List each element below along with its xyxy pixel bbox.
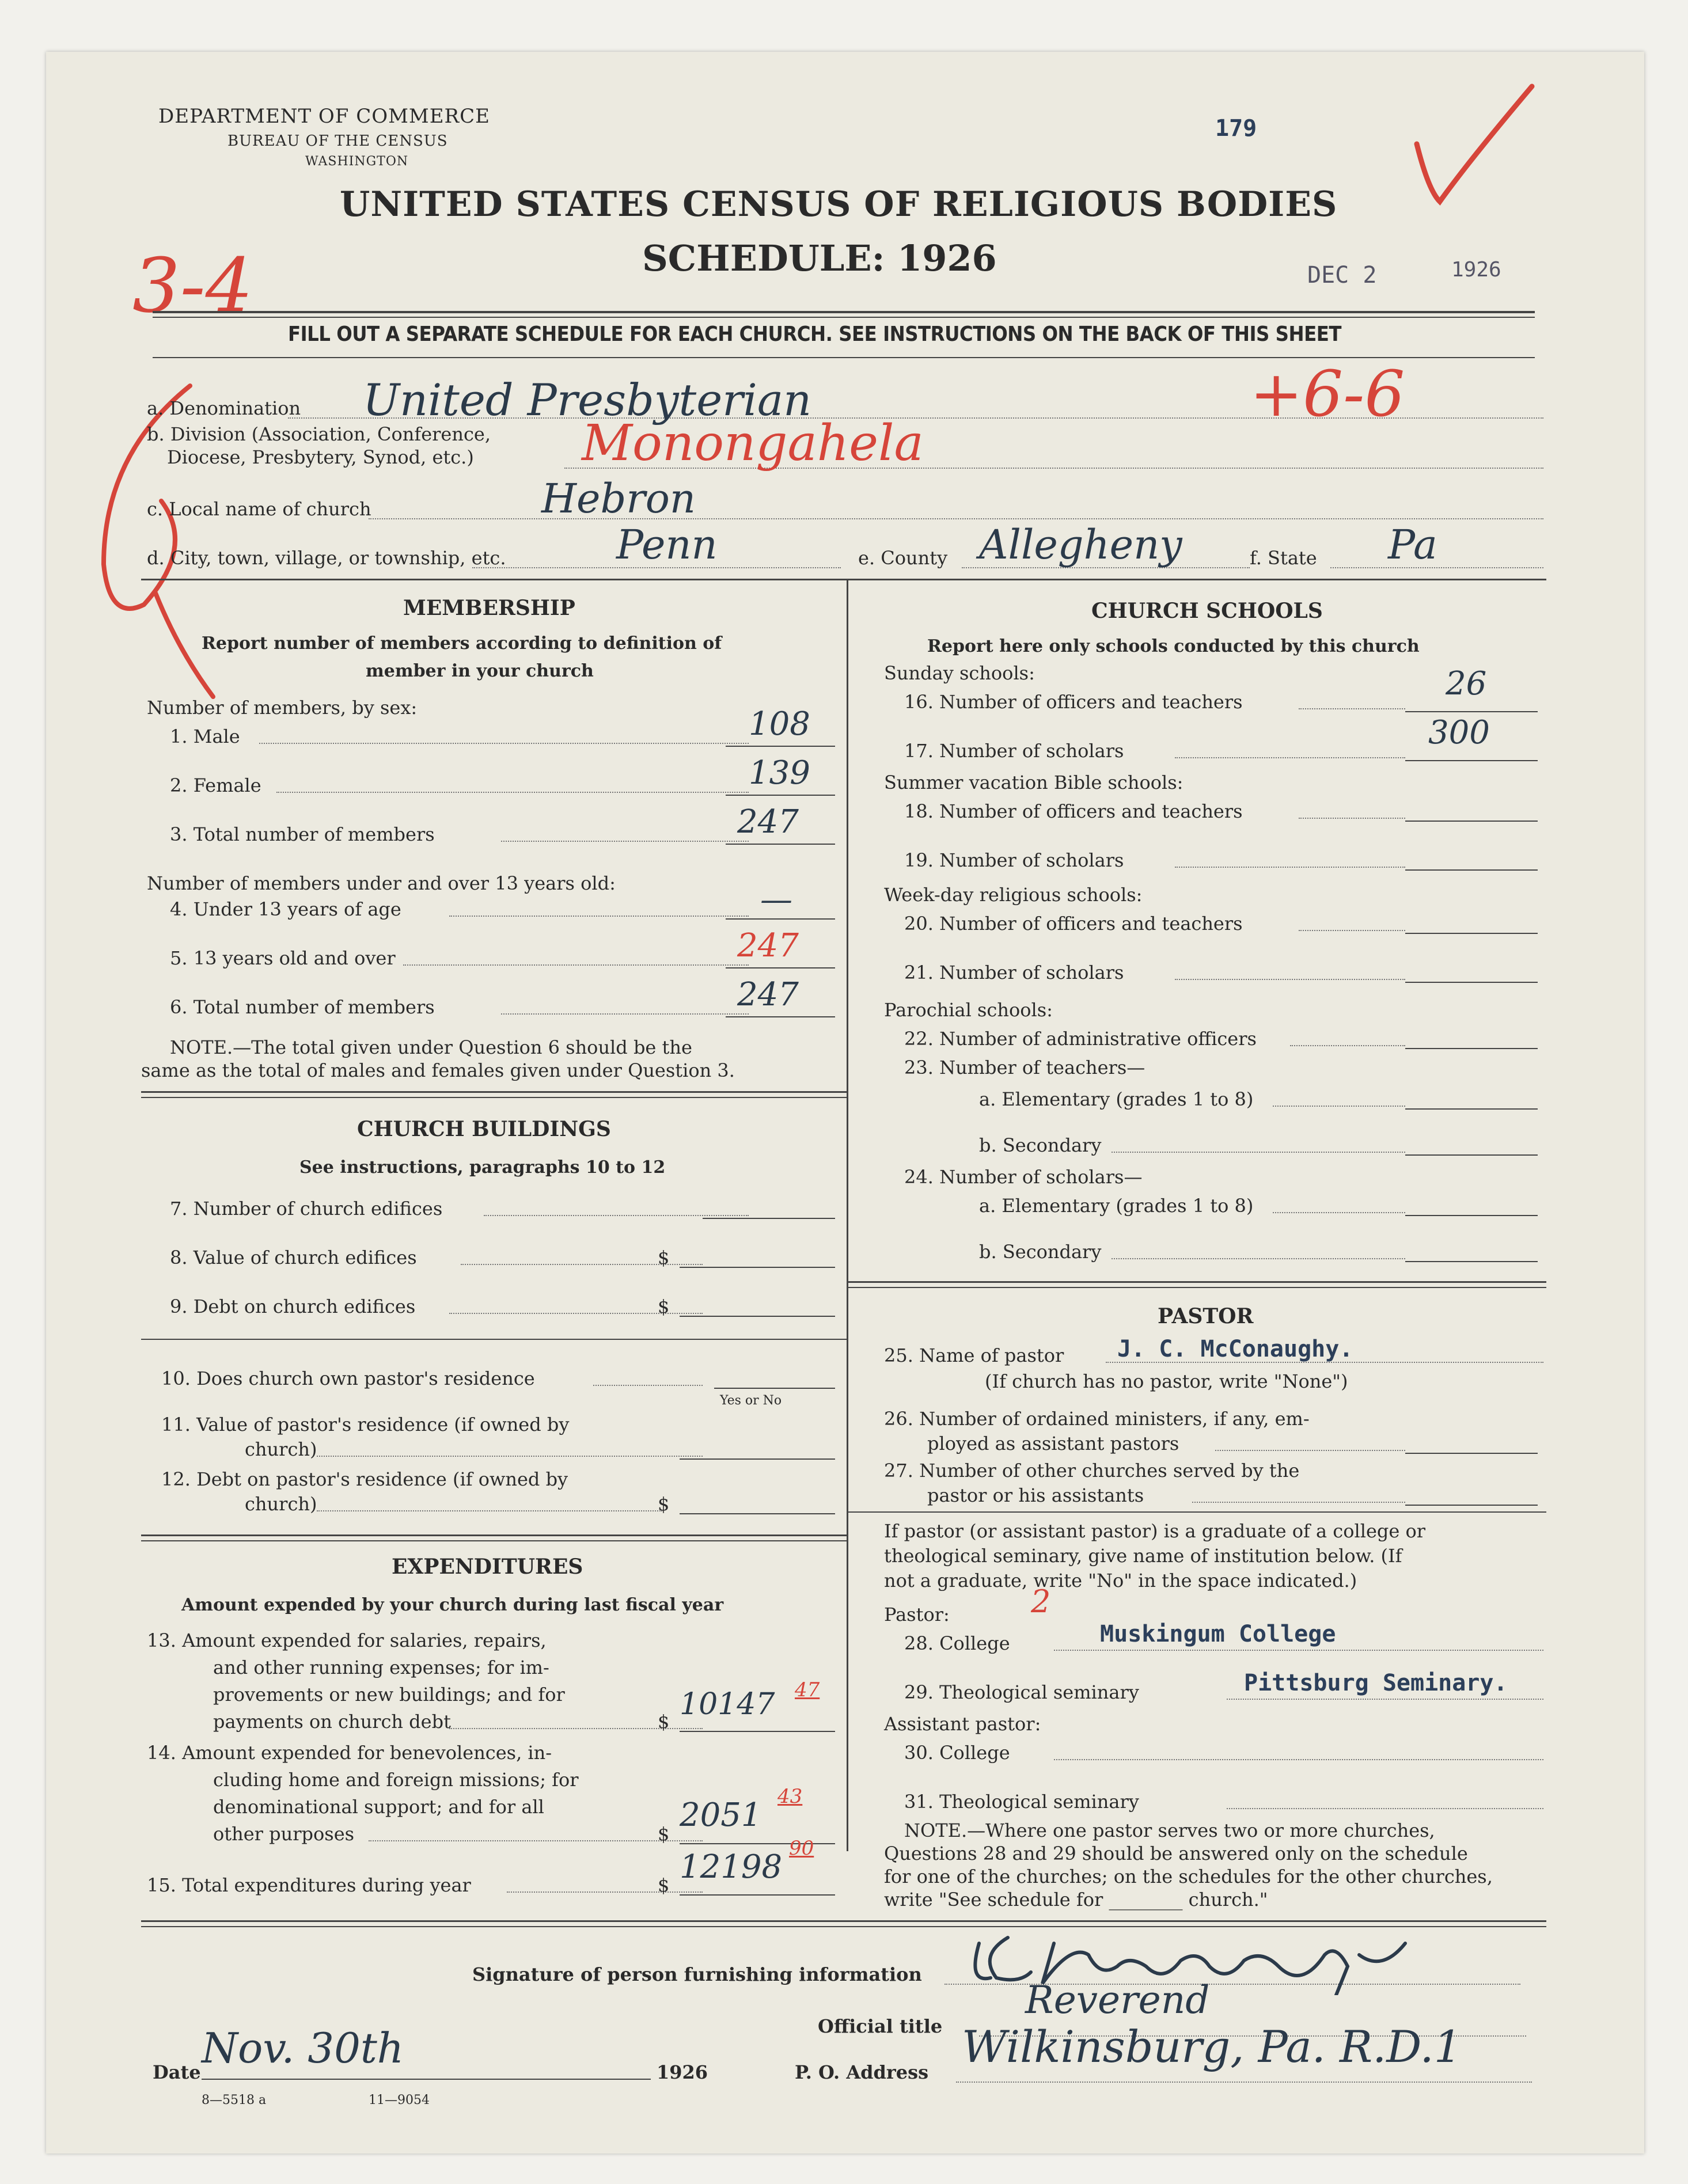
q10-label: 10. Does church own pastor's residence	[161, 1368, 535, 1389]
denomination-label: a. Denomination	[147, 397, 301, 419]
q12-dollar: $	[658, 1493, 670, 1515]
q13-label-a: 13. Amount expended for salaries, repairs,	[147, 1630, 547, 1651]
po-address-value[interactable]: Wilkinsburg, Pa. R.D.1	[962, 2021, 1462, 2072]
q13-label-b: and other running expenses; for im-	[213, 1657, 549, 1678]
q27-rule	[1405, 1505, 1538, 1506]
q12-rule	[680, 1513, 835, 1514]
form-number: 179	[1215, 115, 1257, 142]
schools-sub: Report here only schools conducted by this church	[927, 636, 1420, 656]
q5-13over-value[interactable]: 247	[737, 927, 799, 964]
q20-rule	[1405, 933, 1538, 934]
q13-cents[interactable]: 47	[795, 1678, 820, 1701]
q19-rule	[1405, 869, 1538, 871]
membership-note-2: same as the total of males and females given under Question 3.	[141, 1059, 735, 1081]
q23a-label: a. Elementary (grades 1 to 8)	[979, 1088, 1254, 1110]
q6-total-label: 6. Total number of members	[170, 996, 435, 1018]
census-form-sheet	[46, 52, 1644, 2153]
q8-rule	[680, 1267, 835, 1268]
schools-rule	[847, 1281, 1546, 1283]
local-name-label: c. Local name of church	[147, 498, 371, 520]
q3-rule	[726, 844, 835, 845]
po-address-label: P. O. Address	[795, 2061, 929, 2083]
q30-label: 30. College	[904, 1742, 1010, 1764]
buildings-rule	[141, 1535, 847, 1536]
q14-line	[369, 1840, 703, 1841]
pastor-note-2: Questions 28 and 29 should be answered only on the schedule	[884, 1843, 1468, 1864]
q24a-label: a. Elementary (grades 1 to 8)	[979, 1195, 1254, 1217]
po-address-line	[956, 2082, 1532, 2083]
q14-label-a: 14. Amount expended for benevolences, in-	[147, 1742, 552, 1764]
q13-value[interactable]: 10147	[680, 1687, 775, 1722]
q14-dollar: $	[658, 1823, 670, 1845]
graduate-note-3: not a graduate, write "No" in the space indicated.)	[884, 1570, 1357, 1592]
membership-note-1: NOTE.—The total given under Question 6 should be the	[170, 1036, 692, 1058]
q1-line	[259, 743, 749, 744]
q28-label: 28. College	[904, 1632, 1010, 1654]
q25-note: (If church has no pastor, write "None")	[985, 1370, 1348, 1392]
q26-label-a: 26. Number of ordained ministers, if any, em-	[884, 1408, 1310, 1430]
q2-line	[276, 792, 749, 793]
q5-rule	[726, 967, 835, 968]
header-rule-bottom	[153, 357, 1535, 358]
received-stamp-year: 1926	[1451, 258, 1501, 282]
q12-label-a: 12. Debt on pastor's residence (if owned by	[161, 1468, 568, 1490]
q9-rule	[680, 1316, 835, 1317]
buildings-mid-rule	[141, 1339, 847, 1340]
q15-rule	[680, 1894, 835, 1896]
q24a-rule	[1405, 1215, 1538, 1216]
q6-line	[501, 1013, 749, 1015]
assistant-pastor-subheading: Assistant pastor:	[884, 1713, 1041, 1735]
q7-rule	[703, 1218, 835, 1219]
expenditures-sub: Amount expended by your church during last fiscal year	[181, 1595, 724, 1615]
q16-rule	[1405, 711, 1538, 712]
q23a-rule	[1405, 1108, 1538, 1110]
q11-line	[317, 1456, 703, 1457]
q18-rule	[1405, 821, 1538, 822]
q4-rule	[726, 918, 835, 920]
header-rule-top-2	[153, 317, 1535, 318]
q23b-rule	[1405, 1154, 1538, 1156]
q14-label-d: other purposes	[213, 1823, 355, 1845]
q16-line	[1299, 708, 1405, 709]
q5-line	[403, 964, 749, 966]
q27-line	[1192, 1502, 1405, 1503]
sunday-schools-label: Sunday schools:	[884, 662, 1035, 684]
form-number-footer: 8—5518 a	[202, 2093, 267, 2107]
pastor-note-3: for one of the churches; on the schedules for the other churches,	[884, 1866, 1493, 1887]
membership-sub-1: Report number of members according to definition of	[202, 633, 722, 654]
official-title-value[interactable]: Reverend	[1025, 1978, 1210, 2022]
pastor-red-mark: 2	[1031, 1583, 1051, 1620]
pastor-note-4: write "See schedule for ________ church."	[884, 1889, 1268, 1910]
signature-label: Signature of person furnishing information	[472, 1963, 922, 1985]
graduate-note-2: theological seminary, give name of institution below. (If	[884, 1545, 1402, 1567]
schools-rule-2	[847, 1287, 1546, 1288]
membership-rule	[141, 1091, 847, 1093]
q22-label: 22. Number of administrative officers	[904, 1028, 1257, 1050]
q1-male-label: 1. Male	[170, 726, 240, 747]
q9-dollar: $	[658, 1296, 670, 1317]
schools-heading: CHURCH SCHOOLS	[1091, 599, 1323, 623]
q13-label-c: provements or new buildings; and for	[213, 1684, 565, 1706]
q22-line	[1290, 1045, 1405, 1046]
bureau-label: BUREAU OF THE CENSUS	[227, 132, 448, 150]
q26-line	[1215, 1450, 1405, 1451]
membership-heading: MEMBERSHIP	[403, 596, 575, 620]
q20-label: 20. Number of officers and teachers	[904, 913, 1243, 935]
q15-label: 15. Total expenditures during year	[147, 1874, 471, 1896]
q26-rule	[1405, 1453, 1538, 1454]
state-label: f. State	[1250, 547, 1317, 569]
red-annotation-3-4: 3-4	[132, 242, 253, 329]
q21-rule	[1405, 982, 1538, 983]
graduate-note-1: If pastor (or assistant pastor) is a graduate of a college or	[884, 1520, 1426, 1542]
q6-total-value[interactable]: 247	[737, 976, 799, 1013]
pastor-heading: PASTOR	[1158, 1304, 1254, 1328]
q1-male-value[interactable]: 108	[749, 705, 810, 743]
county-value[interactable]: Allegheny	[979, 521, 1182, 568]
received-stamp-date: DEC 2	[1307, 262, 1377, 288]
q25-label: 25. Name of pastor	[884, 1344, 1064, 1366]
q2-female-label: 2. Female	[170, 774, 261, 796]
q3-line	[501, 841, 749, 842]
division-label-1: b. Division (Association, Conference,	[147, 423, 491, 445]
red-annotation-plus-6-6: +6-6	[1250, 357, 1405, 431]
local-name-value[interactable]: Hebron	[541, 475, 696, 522]
date-year: 1926	[657, 2061, 708, 2083]
weekday-schools-label: Week-day religious schools:	[884, 884, 1143, 906]
buildings-rule-2	[141, 1540, 847, 1541]
pastor-subheading: Pastor:	[884, 1604, 950, 1625]
header-rule-top	[153, 311, 1535, 313]
q1-rule	[726, 746, 835, 747]
date-value[interactable]: Nov. 30th	[202, 2024, 404, 2072]
q10-line	[593, 1385, 703, 1386]
q11-rule	[680, 1458, 835, 1460]
q8-dollar: $	[658, 1247, 670, 1268]
q6-rule	[726, 1016, 835, 1017]
red-checkmark-icon	[1405, 75, 1543, 213]
identity-rule	[141, 579, 1546, 580]
summer-schools-label: Summer vacation Bible schools:	[884, 772, 1184, 793]
q23b-line	[1112, 1152, 1405, 1153]
q17-line	[1175, 757, 1405, 758]
q15-dollar: $	[658, 1874, 670, 1896]
q29-line	[1227, 1699, 1543, 1700]
q28-value[interactable]: Muskingum College	[1100, 1621, 1336, 1647]
q28-line	[1054, 1650, 1543, 1651]
print-number-footer: 11—9054	[369, 2093, 430, 2107]
q29-value[interactable]: Pittsburg Seminary.	[1244, 1670, 1508, 1696]
pastor-mid-rule	[847, 1511, 1546, 1513]
state-value[interactable]: Pa	[1388, 521, 1437, 568]
q23a-line	[1273, 1106, 1405, 1107]
q17-rule	[1405, 760, 1538, 761]
membership-rule-2	[141, 1097, 847, 1098]
division-value[interactable]: Monongahela	[582, 415, 924, 472]
q26-label-b: ployed as assistant pastors	[927, 1433, 1179, 1454]
q14-label-b: cluding home and foreign missions; for	[213, 1769, 579, 1791]
q13-label-d: payments on church debt	[213, 1711, 451, 1733]
q22-rule	[1405, 1048, 1538, 1049]
q19-label: 19. Number of scholars	[904, 849, 1124, 871]
form-title: UNITED STATES CENSUS OF RELIGIOUS BODIES	[340, 184, 1338, 225]
q13-rule	[680, 1731, 835, 1732]
q13-dollar: $	[658, 1711, 670, 1733]
q24b-line	[1112, 1258, 1405, 1259]
q11-label-a: 11. Value of pastor's residence (if owned by	[161, 1414, 570, 1435]
q4-line	[449, 916, 749, 917]
q14-label-c: denominational support; and for all	[213, 1796, 544, 1818]
q24b-rule	[1405, 1261, 1538, 1262]
yes-no-hint: Yes or No	[720, 1393, 782, 1408]
q7-line	[484, 1215, 749, 1216]
q27-label-a: 27. Number of other churches served by the	[884, 1460, 1300, 1482]
q3-total-label: 3. Total number of members	[170, 823, 435, 845]
instruction-banner: FILL OUT A SEPARATE SCHEDULE FOR EACH CHURCH. SEE INSTRUCTIONS ON THE BACK OF THIS SHEET	[288, 322, 1341, 346]
buildings-heading: CHURCH BUILDINGS	[357, 1117, 611, 1141]
q10-rule	[714, 1388, 835, 1389]
under-over-label: Number of members under and over 13 years old:	[147, 872, 616, 894]
q2-rule	[726, 795, 835, 796]
q14-cents[interactable]: 43	[777, 1785, 803, 1808]
q17-label: 17. Number of scholars	[904, 740, 1124, 762]
q24b-label: b. Secondary	[979, 1241, 1102, 1263]
q12-line	[317, 1510, 662, 1511]
q15-cents[interactable]: 90	[789, 1837, 814, 1860]
q14-value[interactable]: 2051	[680, 1796, 762, 1834]
q18-label: 18. Number of officers and teachers	[904, 800, 1243, 822]
q19-line	[1175, 867, 1405, 868]
q18-line	[1299, 818, 1405, 819]
official-title-label: Official title	[818, 2015, 943, 2037]
city-township-label: d. City, town, village, or township, etc.	[147, 547, 506, 569]
city-label: WASHINGTON	[305, 154, 409, 169]
q8-label: 8. Value of church edifices	[170, 1247, 417, 1268]
q21-line	[1175, 979, 1405, 980]
q9-label: 9. Debt on church edifices	[170, 1296, 416, 1317]
q4-under13-value[interactable]: —	[760, 881, 792, 918]
q24a-line	[1273, 1212, 1405, 1213]
q20-line	[1299, 930, 1405, 931]
q3-total-value[interactable]: 247	[737, 803, 799, 841]
q7-label: 7. Number of church edifices	[170, 1198, 443, 1220]
q11-label-b: church)	[245, 1438, 317, 1460]
q31-line	[1227, 1808, 1543, 1809]
denomination-value[interactable]: United Presbyterian	[363, 374, 812, 426]
column-divider	[847, 579, 848, 1851]
q4-under13-label: 4. Under 13 years of age	[170, 898, 401, 920]
date-label: Date	[153, 2061, 201, 2083]
q23-label: 23. Number of teachers—	[904, 1057, 1145, 1078]
q15-value[interactable]: 12198	[680, 1848, 783, 1886]
q31-label: 31. Theological seminary	[904, 1791, 1139, 1813]
q2-female-value[interactable]: 139	[749, 754, 810, 792]
county-label: e. County	[858, 547, 948, 569]
q27-label-b: pastor or his assistants	[927, 1484, 1144, 1506]
division-label-2: Diocese, Presbytery, Synod, etc.)	[167, 446, 474, 468]
schedule-title: SCHEDULE: 1926	[642, 237, 997, 279]
expenditures-heading: EXPENDITURES	[392, 1555, 583, 1579]
q15-line	[507, 1891, 703, 1893]
q21-label: 21. Number of scholars	[904, 962, 1124, 983]
q5-13over-label: 5. 13 years old and over	[170, 947, 396, 969]
q25-value[interactable]: J. C. McConaughy.	[1117, 1336, 1353, 1362]
q30-line	[1054, 1759, 1543, 1760]
buildings-sub: See instructions, paragraphs 10 to 12	[299, 1157, 666, 1178]
date-line	[202, 2079, 651, 2080]
parochial-schools-label: Parochial schools:	[884, 999, 1053, 1021]
q24-label: 24. Number of scholars—	[904, 1166, 1143, 1188]
city-township-value[interactable]: Penn	[616, 521, 718, 568]
membership-sub-2: member in your church	[366, 661, 594, 681]
members-by-sex-label: Number of members, by sex:	[147, 697, 418, 719]
q23b-label: b. Secondary	[979, 1134, 1102, 1156]
q12-label-b: church)	[245, 1493, 317, 1515]
q16-label: 16. Number of officers and teachers	[904, 691, 1243, 713]
q29-label: 29. Theological seminary	[904, 1681, 1139, 1703]
pastor-note-1: NOTE.—Where one pastor serves two or more churches,	[904, 1820, 1435, 1841]
q16-value[interactable]: 26	[1446, 665, 1487, 702]
department-label: DEPARTMENT OF COMMERCE	[158, 105, 490, 128]
q17-value[interactable]: 300	[1428, 714, 1490, 751]
